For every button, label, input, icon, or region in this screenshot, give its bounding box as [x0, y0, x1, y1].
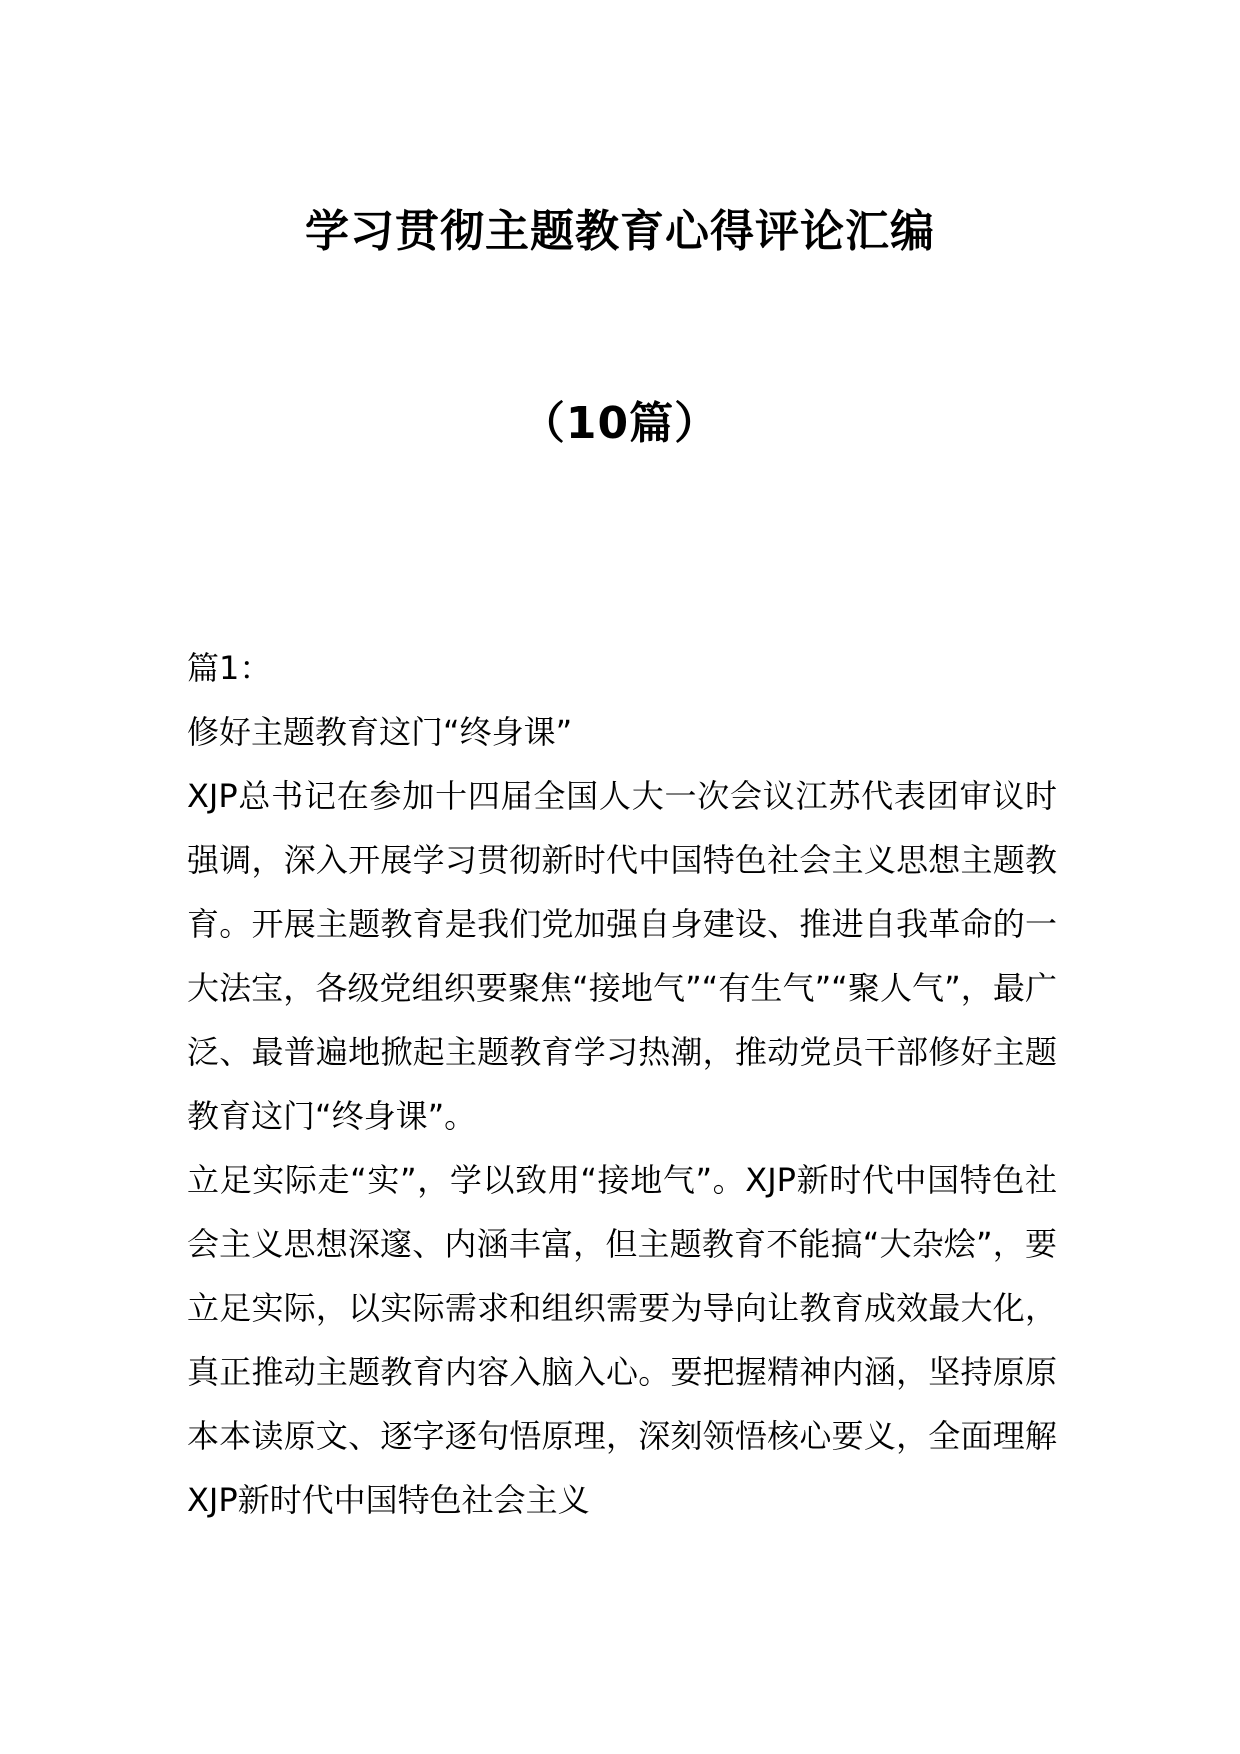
- section-label: 篇1：: [187, 649, 272, 687]
- paragraph-2: 立足实际走“实”，学以致用“接地气”。XJP新时代中国特色社会主义思想深邃、内涵丰富，但主题教育不能搞“大杂烩”，要立足实际，以实际需求和组织需要为导向让教育成效最大化，真正推动主题教育内容入脑入心。要把握精神内涵，坚持原原本本读原文、逐字逐句悟原理，深刻领悟核心要义，全面理解XJP新时代中国特色社会主义: [187, 1161, 1057, 1519]
- paragraph-1: XJP总书记在参加十四届全国人大一次会议江苏代表团审议时强调，深入开展学习贯彻新时代中国特色社会主义思想主题教育。开展主题教育是我们党加强自身建设、推进自我革命的一大法宝，各级党组织要聚焦“接地气”“有生气”“聚人气”，最广泛、最普遍地掀起主题教育学习热潮，推动党员干部修好主题教育这门“终身课”。: [187, 777, 1057, 1135]
- section-title: 修好主题教育这门“终身课”: [187, 713, 573, 751]
- document-subtitle: （10篇）: [520, 398, 720, 449]
- document-title: 学习贯彻主题教育心得评论汇编: [305, 206, 935, 257]
- document-body: [187, 636, 1057, 1532]
